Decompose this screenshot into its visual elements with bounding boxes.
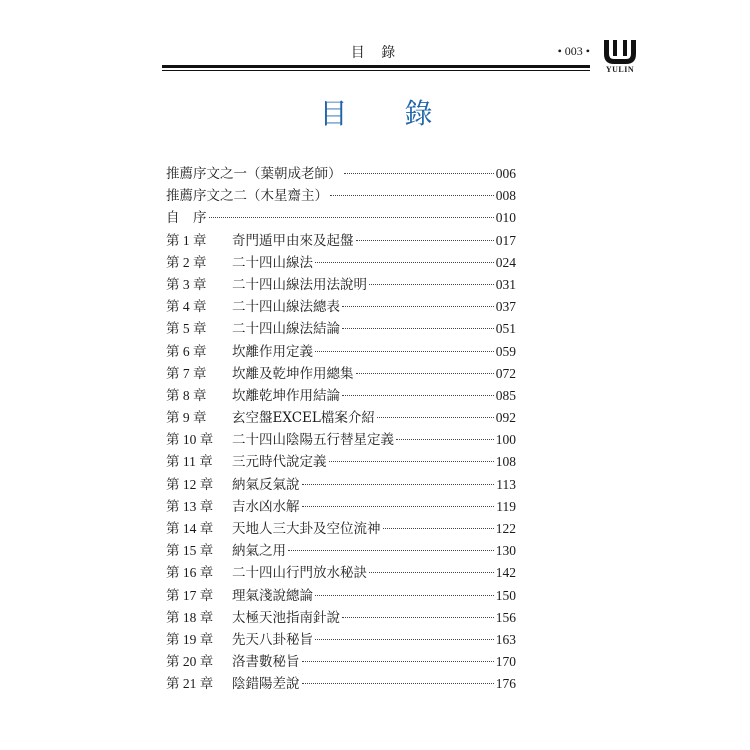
toc-page-number: 031	[495, 276, 516, 292]
toc-entry[interactable]	[166, 495, 516, 517]
toc-chapter-number: 第 13 章	[166, 498, 214, 514]
toc-entry-title: 坎離作用定義	[232, 343, 313, 360]
toc-dot-leader	[344, 173, 494, 174]
toc-dot-leader	[315, 595, 494, 596]
toc-page-number: 100	[495, 432, 516, 448]
toc-page-number: 142	[495, 565, 516, 581]
toc-chapter-number: 第 3 章	[166, 276, 207, 292]
toc-page-number: 085	[495, 387, 516, 403]
toc-entry[interactable]	[166, 561, 516, 583]
toc-entry[interactable]	[166, 539, 516, 561]
table-of-contents	[166, 162, 516, 695]
toc-entry-title: 太極天池指南針說	[232, 609, 340, 626]
toc-page-number: 006	[495, 166, 516, 181]
toc-entry-title: 推薦序文之二（木星齋主）	[166, 188, 328, 205]
toc-entry-title: 坎離及乾坤作用總集	[232, 365, 354, 382]
toc-dot-leader	[315, 351, 494, 352]
toc-chapter-number: 第 17 章	[166, 587, 214, 603]
toc-dot-leader	[330, 195, 494, 196]
toc-dot-leader	[396, 439, 494, 440]
toc-chapter-number: 第 8 章	[166, 387, 207, 403]
toc-page-number: 113	[496, 476, 516, 492]
toc-chapter-number: 第 7 章	[166, 365, 207, 381]
toc-entry-title: 洛書數秘旨	[232, 654, 300, 671]
toc-dot-leader	[369, 284, 494, 285]
toc-entry[interactable]	[166, 273, 516, 295]
toc-page-number: 072	[495, 365, 516, 381]
toc-entry-title: 三元時代說定義	[232, 454, 327, 471]
toc-page-number: 008	[495, 188, 516, 204]
toc-entry-title: 坎離乾坤作用結論	[232, 387, 340, 404]
toc-chapter-number: 第 5 章	[166, 321, 207, 337]
toc-page-number: 176	[495, 676, 516, 692]
toc-page-number: 037	[495, 299, 516, 315]
toc-dot-leader	[315, 262, 494, 263]
toc-entry-title: 納氣之用	[232, 543, 286, 560]
toc-chapter-number: 第 1 章	[166, 232, 207, 248]
toc-chapter-number: 第 4 章	[166, 299, 207, 315]
toc-entry[interactable]	[166, 317, 516, 339]
toc-entry[interactable]	[166, 517, 516, 539]
toc-chapter-number: 第 16 章	[166, 565, 214, 581]
toc-entry[interactable]	[166, 340, 516, 362]
toc-entry[interactable]	[166, 362, 516, 384]
page-title: 目 錄	[319, 97, 457, 130]
toc-dot-leader	[302, 484, 495, 485]
toc-dot-leader	[342, 328, 494, 329]
toc-chapter-number: 第 12 章	[166, 476, 214, 492]
toc-entry[interactable]	[166, 450, 516, 472]
toc-entry-title: 吉水凶水解	[232, 498, 300, 515]
toc-dot-leader	[342, 306, 494, 307]
toc-entry-title: 奇門遁甲由來及起盤	[232, 232, 354, 249]
toc-page-number: 119	[496, 498, 516, 514]
toc-page-number: 130	[495, 543, 516, 559]
header-rule-thick	[162, 65, 590, 68]
toc-chapter-number: 第 20 章	[166, 654, 214, 670]
toc-dot-leader	[342, 617, 494, 618]
toc-entry[interactable]	[166, 672, 516, 694]
toc-page-number: 010	[495, 210, 516, 226]
toc-chapter-number: 第 2 章	[166, 254, 207, 270]
toc-chapter-number: 第 14 章	[166, 521, 214, 536]
toc-page-number: 163	[495, 631, 516, 647]
toc-page-number: 024	[495, 254, 516, 270]
toc-page-number: 122	[495, 521, 516, 536]
toc-entry[interactable]	[166, 384, 516, 406]
toc-page-number: 170	[495, 654, 516, 670]
toc-entry[interactable]	[166, 184, 516, 206]
toc-dot-leader	[356, 240, 494, 241]
toc-page-number: 156	[495, 609, 516, 625]
toc-chapter-number: 第 9 章	[166, 410, 207, 426]
toc-chapter-number: 第 15 章	[166, 543, 214, 559]
toc-page-number: 150	[495, 587, 516, 603]
toc-entry-title: 推薦序文之一（葉朝成老師）	[166, 166, 342, 182]
toc-entry[interactable]	[166, 473, 516, 495]
header-rule-thin	[162, 70, 590, 71]
toc-entry[interactable]	[166, 428, 516, 450]
toc-page-number: 017	[495, 232, 516, 248]
toc-page-number: 108	[495, 454, 516, 470]
toc-entry[interactable]	[166, 650, 516, 672]
page-number: • 003 •	[557, 44, 590, 58]
publisher-logo	[600, 38, 640, 78]
toc-chapter-number: 第 11 章	[166, 454, 213, 470]
toc-dot-leader	[377, 417, 494, 418]
toc-entry[interactable]	[166, 251, 516, 273]
toc-entry-title: 天地人三大卦及空位流神	[232, 521, 381, 537]
toc-entry-title: 陰錯陽差說	[232, 676, 300, 693]
toc-dot-leader	[383, 528, 494, 529]
toc-entry-title: 先天八卦秘旨	[232, 631, 313, 648]
toc-dot-leader	[302, 661, 494, 662]
toc-dot-leader	[329, 461, 494, 462]
running-title: 目 錄	[350, 45, 402, 61]
toc-dot-leader	[288, 550, 494, 551]
toc-entry-title: 二十四山行門放水秘訣	[232, 565, 367, 582]
toc-entry-title: 納氣反氣說	[232, 476, 300, 493]
toc-entry[interactable]	[166, 606, 516, 628]
toc-page-number: 092	[495, 410, 516, 426]
toc-entry[interactable]	[166, 406, 516, 428]
logo-text: YULIN	[605, 65, 635, 74]
toc-entry-title: 二十四山線法總表	[232, 299, 340, 316]
toc-dot-leader	[209, 217, 494, 218]
yulin-logo-icon	[600, 38, 640, 66]
toc-entry-title: 理氣淺說總論	[232, 587, 313, 604]
toc-dot-leader	[302, 683, 494, 684]
toc-entry[interactable]	[166, 206, 516, 228]
toc-dot-leader	[342, 395, 494, 396]
toc-entry[interactable]	[166, 295, 516, 317]
running-head	[162, 40, 590, 64]
toc-dot-leader	[369, 572, 494, 573]
toc-entry-title: 玄空盤EXCEL檔案介紹	[232, 410, 375, 427]
toc-entry-title: 二十四山線法結論	[232, 321, 340, 338]
toc-dot-leader	[315, 639, 494, 640]
toc-page-number: 059	[495, 343, 516, 359]
toc-chapter-number: 第 21 章	[166, 676, 214, 692]
toc-entry[interactable]	[166, 584, 516, 606]
toc-entry-title: 二十四山線法	[232, 254, 313, 271]
toc-chapter-number: 第 6 章	[166, 343, 207, 359]
toc-chapter-number: 第 18 章	[166, 609, 214, 625]
toc-page-number: 051	[495, 321, 516, 337]
toc-chapter-number: 第 10 章	[166, 432, 214, 448]
toc-entry[interactable]	[166, 162, 516, 184]
toc-chapter-number: 第 19 章	[166, 631, 214, 647]
toc-entry[interactable]	[166, 628, 516, 650]
toc-dot-leader	[302, 506, 495, 507]
toc-entry-title: 二十四山陰陽五行替星定義	[232, 432, 394, 449]
toc-dot-leader	[356, 373, 494, 374]
toc-entry-title: 二十四山線法用法說明	[232, 276, 367, 293]
toc-entry[interactable]	[166, 229, 516, 251]
toc-entry-title: 自 序	[166, 210, 207, 227]
